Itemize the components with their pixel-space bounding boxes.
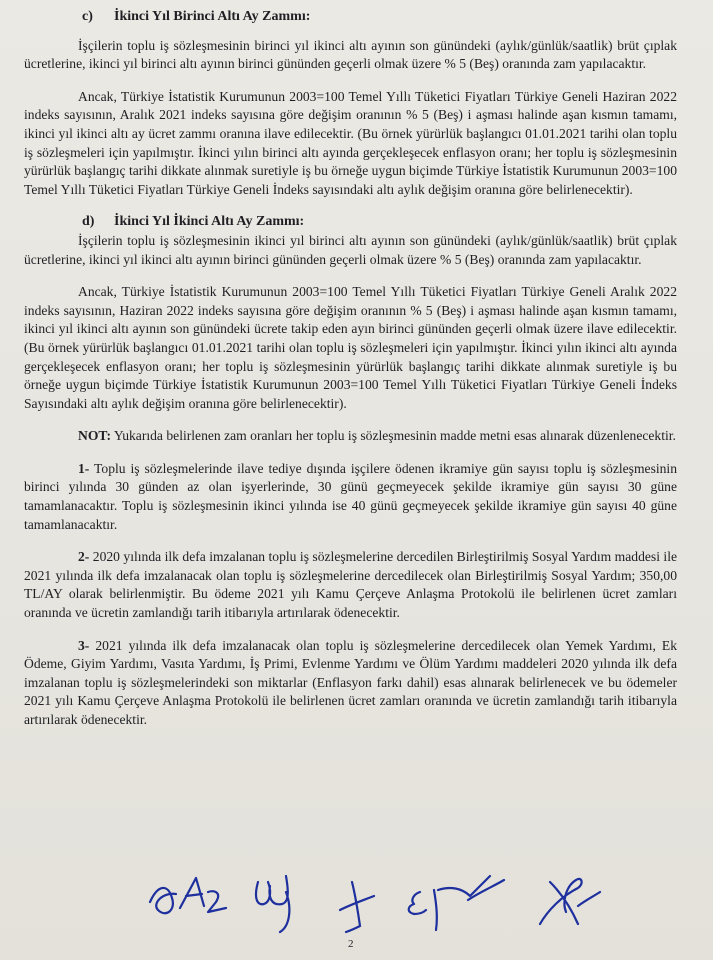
list-item-2 <box>24 548 677 622</box>
section-c-title: İkinci Yıl Birinci Altı Ay Zammı: <box>114 9 311 24</box>
section-d-heading <box>82 213 677 232</box>
list-item-2-text: 2020 yılında ilk defa imzalanan toplu iş sözleşmelerine dercedilen Birleştirilmiş Sosyal Yardım maddesi ile 2021 yılında ilk defa imzalanacak olan toplu iş sözleşmelerine dercedilecek olan Birleştirilmiş Sosyal Yardım; 350,00 TL/AY olarak belirlenmiştir. Bu ödeme 2021 yılı Kamu Çerçeve Anlaşma Protokolü ile belirlenen ücret zamları oranında ve ücretin zamlandığı tarih itibarıyla artırılarak ödenecektir. <box>24 549 678 621</box>
signature-4 <box>409 876 504 930</box>
signature-5 <box>540 879 600 924</box>
note-label: NOT: <box>78 428 111 444</box>
section-d-title: İkinci Yıl İkinci Altı Ay Zammı: <box>114 214 305 230</box>
list-item-1-text: Toplu iş sözleşmelerinde ilave tediye dışında işçilere ödenen ikramiye gün sayısı toplu iş sözleşmesinin birinci yılında 30 günden az olan işyerlerinde, 30 günü geçmeyecek şekilde ikramiye gün sayısı 30 güne tamamlanacaktır. Toplu iş sözleşmesinin ikinci yılında ise 40 günü geçmeyecek şekilde ikramiye gün sayısı 40 güne tamamlanacaktır. <box>24 460 678 532</box>
section-c-paragraph-1: İşçilerin toplu iş sözleşmesinin birinci yıl ikinci altı ayının son günündeki (aylık/günlük/saatlik) brüt çıplak ücretlerine, ikinci yıl birinci altı ayının birinci gününden geçerli olmak üzere % 5 (Beş) oranında zam yapılacaktır. <box>24 37 677 72</box>
list-item-2-number: 2- <box>78 549 90 565</box>
list-item-3 <box>24 637 677 730</box>
list-item-1 <box>24 460 677 534</box>
list-item-1-number: 1- <box>78 460 90 476</box>
signatures <box>0 862 713 942</box>
section-c-heading <box>82 8 677 27</box>
section-d-paragraph-1: İşçilerin toplu iş sözleşmesinin ikinci yıl birinci altı ayının son günündeki (aylık/günlük/saatlik) brüt çıplak ücretlerine, ikinci yıl ikinci altı ayının birinci gününden geçerli olmak üzere % 5 (Beş) oranında zam yapılacaktır. <box>24 232 677 267</box>
signature-3 <box>340 882 374 932</box>
section-c-paragraph-2: Ancak, Türkiye İstatistik Kurumunun 2003=100 Temel Yıllı Tüketici Fiyatları Türkiye Geneli Haziran 2022 indeks sayısının, Aralık 2021 indeks sayısına göre değişim oranının % 5 (Beş) i aşması halinde aşan kısmın tamamı, ikinci yıl ikinci altı ay ücret zammı oranına ilave edilecektir. (Bu örnek yürürlük başlangıcı 01.01.2021 tarihi olan toplu iş sözleşmeleri için yapılmıştır. İkinci yılın birinci altı ayında gerçekleşecek enflasyon oranı; her toplu iş sözleşmesinin yürürlük başlangıç tarihi dikkate alınmak suretiyle iş bu örneğe uygun biçimde Türkiye İstatistik Kurumunun 2003=100 Temel Yıllı Tüketici Fiyatları Türkiye Geneli İndeks sayısındaki altı aylık değişim oranına göre belirlenecektir). <box>24 88 677 197</box>
section-d-label: d) <box>82 214 95 230</box>
page-number: 2 <box>348 938 354 950</box>
list-item-3-number: 3- <box>78 637 90 653</box>
signature-1 <box>150 878 226 913</box>
section-d-paragraph-2: Ancak, Türkiye İstatistik Kurumunun 2003=100 Temel Yıllı Tüketici Fiyatları Türkiye Geneli Aralık 2022 indeks sayısının, Haziran 2022 indeks sayısına göre değişim oranının % 5 (Beş) i aşması halinde aşan kısmın tamamı, ikinci yıl ikinci altı ayının son günündeki ücrete takip eden ayın birinci gününden geçerli olmak üzere ilave edilecektir. (Bu örnek yürürlük başlangıcı 01.01.2021 tarihi olan toplu iş sözleşmeleri için yapılmıştır. İkinci yılın ikinci altı ayında gerçekleşecek enflasyon oranı; her toplu iş sözleşmesinin yürürlük başlangıç tarihi dikkate alınmak suretiyle iş bu örneğe uygun biçimde Türkiye İstatistik Kurumunun 2003=100 Temel Yıllı Tüketici Fiyatları Türkiye Geneli İndeks Sayısındaki altı aylık değişim oranına göre belirlenecektir). <box>24 284 677 411</box>
note-text: Yukarıda belirlenen zam oranları her toplu iş sözleşmesinin madde metni esas alınarak düzenlenecektir. <box>113 428 676 444</box>
list-item-3-text: 2021 yılında ilk defa imzalanacak olan toplu iş sözleşmelerine dercedilecek olan Yemek Yardımı, Ek Ödeme, Giyim Yardımı, Vasıta Yardımı, İş Primi, Evlenme Yardımı ve Ölüm Yardımı maddeleri 2020 yılında ilk defa imzalanan toplu iş sözleşmelerindeki son miktarlar (Enflasyon farkı dahil) esas alınarak belirlenecek ve bu ödemeler 2021 yılı Kamu Çerçeve Anlaşma Protokolü ile belirlenen ücret zamları oranında ve ücretin zamlandığı tarih itibarıyla artırılarak ödenecektir. <box>24 637 678 727</box>
section-c-label: c) <box>82 9 93 24</box>
note-paragraph <box>24 427 677 446</box>
signature-2 <box>256 876 289 932</box>
